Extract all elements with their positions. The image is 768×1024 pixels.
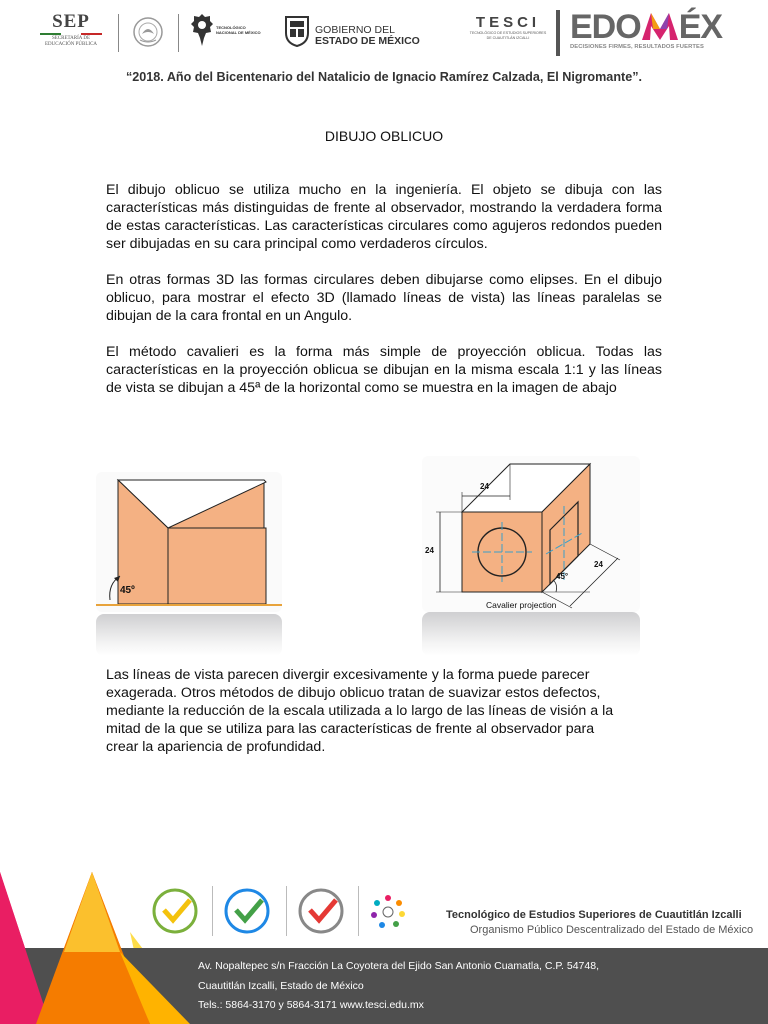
gobierno-text bbox=[315, 25, 420, 47]
paragraph-1: El dibujo oblicuo se utiliza mucho en la ingeniería. El objeto se dibuja con las características más distinguidas de frente al observador, mostrando la verdadera forma de estas características. Las características circulares como agujeros redondos pueden ser dibujadas en su cara principal como verdaderos círculos. bbox=[106, 182, 662, 252]
dim-top-label: 24 bbox=[480, 482, 489, 491]
tesci-line2: DE CUAUTITLÁN IZCALLI bbox=[486, 35, 530, 40]
paragraph-4-line: mitad de la que se utiliza para las características de frente al observador para bbox=[106, 721, 595, 737]
gobierno-line2: ESTADO DE MÉXICO bbox=[315, 35, 420, 47]
sep-acronym: SEP bbox=[52, 11, 90, 32]
header-divider-bold bbox=[556, 10, 560, 56]
paragraph-2: En otras formas 3D las formas circulares deben dibujarse como elipses. En el dibujo oblicuo, para mostrar el efecto 3D (llamado líneas de vista) las líneas paralelas se dibujan de la cara frontal en un Angulo. bbox=[106, 272, 662, 324]
paragraph-4-line: crear la apariencia de profundidad. bbox=[106, 739, 326, 755]
certification-badge-icon bbox=[298, 888, 344, 934]
footer-divider bbox=[358, 886, 359, 936]
edomex-wordmark bbox=[570, 10, 760, 44]
figure-caption: Cavalier projection bbox=[486, 600, 557, 610]
footer-address-line2: Cuautitlán Izcalli, Estado de México bbox=[198, 980, 364, 992]
header-divider bbox=[118, 14, 119, 52]
right-angle-label: 45° bbox=[556, 572, 569, 581]
institution-name: Tecnológico de Estudios Superiores de Cuautitlán Izcalli bbox=[446, 909, 742, 921]
sep-logo bbox=[40, 12, 102, 48]
sep-subtitle-2: EDUCACIÓN PÚBLICA bbox=[44, 42, 98, 47]
footer-divider bbox=[286, 886, 287, 936]
tecnm-line2: NACIONAL DE MÉXICO bbox=[216, 30, 261, 35]
edomex-right: ÉX bbox=[678, 8, 723, 46]
footer-divider bbox=[212, 886, 213, 936]
footer-address-line1: Av. Nopaltepec s/n Fracción La Coyotera del Ejido San Antonio Cuamatla, C.P. 54748, bbox=[198, 960, 599, 972]
tesci-name: TESCI bbox=[475, 14, 541, 31]
tecnm-gear-icon bbox=[190, 12, 214, 50]
institution-subtitle: Organismo Público Descentralizado del Estado de México bbox=[470, 924, 754, 936]
edomex-tagline: DECISIONES FIRMES, RESULTADOS FUERTES bbox=[570, 44, 704, 50]
footer-contact: Tels.: 5864-3170 y 5864-3171 www.tesci.edu.mx bbox=[198, 999, 424, 1011]
edomex-left: EDO bbox=[570, 8, 641, 46]
header-divider bbox=[178, 14, 179, 52]
dim-left-label: 24 bbox=[425, 546, 434, 555]
dim-right-label: 24 bbox=[594, 560, 603, 569]
gobierno-line1: GOBIERNO DEL bbox=[315, 24, 395, 36]
tecnm-line1: TECNOLÓGICO bbox=[216, 25, 246, 30]
paragraph-3: El método cavalieri es la forma más simple de proyección oblicua. Todas las características en la proyección oblicua se dibujan en la misma escala 1:1 y las líneas de vista se dibujan a 45ª de la horizontal como se muestra en la imagen de abajo bbox=[106, 344, 662, 396]
figure-cavalier-projection bbox=[422, 456, 640, 612]
gobierno-shield-icon bbox=[284, 15, 310, 47]
certification-badge-icon bbox=[224, 888, 270, 934]
edomex-m-icon bbox=[641, 11, 679, 41]
motto: “2018. Año del Bicentenario del Natalicio de Ignacio Ramírez Calzada, El Nigromante”. bbox=[125, 70, 643, 84]
equity-seal-icon bbox=[368, 892, 408, 932]
figure-oblique-box bbox=[96, 472, 282, 612]
tesci-line1: TECNOLÓGICO DE ESTUDIOS SUPERIORES bbox=[469, 31, 547, 35]
footer-triangle-overlay bbox=[0, 862, 200, 1024]
edomex-logo bbox=[570, 10, 760, 50]
header bbox=[0, 0, 768, 70]
tesci-logo bbox=[466, 14, 550, 40]
figure-reflection bbox=[422, 612, 640, 656]
paragraph-4-line: exagerada. Otros métodos de dibujo oblicuo tratan de suavizar estos defectos, bbox=[106, 685, 601, 701]
paragraph-4-line: Las líneas de vista parecen divergir excesivamente y la forma puede parecer bbox=[106, 667, 590, 683]
tecnm-text bbox=[216, 25, 261, 35]
left-angle-label: 45º bbox=[120, 585, 135, 596]
paragraph-4-line: mediante la reducción de la escala utilizada a lo largo de las líneas de visión a la bbox=[106, 703, 614, 719]
page-title: DIBUJO OBLICUO bbox=[324, 128, 444, 144]
mexico-shield-icon bbox=[132, 14, 164, 50]
certification-badge-icon bbox=[152, 888, 198, 934]
sep-subtitle-1: SECRETARÍA DE bbox=[51, 36, 91, 41]
figure-reflection bbox=[96, 614, 282, 656]
paragraph-4 bbox=[106, 666, 662, 756]
sep-flag-stripe bbox=[40, 33, 102, 35]
cavalier-drawing bbox=[422, 456, 640, 612]
